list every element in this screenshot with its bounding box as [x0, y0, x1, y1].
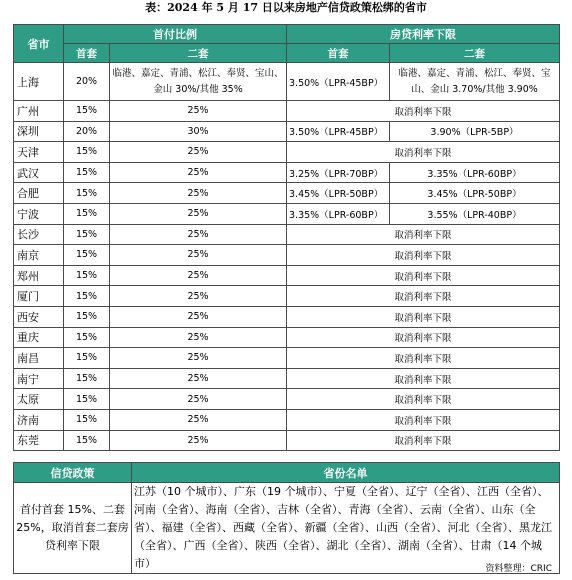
down-payment-second: 25% [110, 142, 287, 163]
rate-first: 3.25%（LPR-70BP） [287, 162, 390, 183]
down-payment-first: 15% [64, 183, 110, 204]
rate-second: 3.45%（LPR-50BP） [390, 183, 560, 204]
down-payment-first: 15% [64, 389, 110, 410]
source-note: 资料整理：CRIC [485, 564, 552, 574]
city-name: 重庆 [14, 327, 64, 348]
table-row [14, 389, 560, 410]
down-payment-first: 15% [64, 245, 110, 266]
down-payment-first: 15% [64, 203, 110, 224]
down-payment-first: 15% [64, 348, 110, 369]
down-payment-first: 15% [64, 409, 110, 430]
down-payment-second: 25% [110, 162, 287, 183]
header-rate-first: 首套 [287, 44, 390, 63]
down-payment-first: 20% [64, 121, 110, 142]
down-payment-first: 15% [64, 286, 110, 307]
city-name: 南宁 [14, 368, 64, 389]
down-payment-second: 25% [110, 327, 287, 348]
city-name: 太原 [14, 389, 64, 410]
down-payment-second: 25% [110, 265, 287, 286]
down-payment-second: 25% [110, 224, 287, 245]
city-name: 南昌 [14, 348, 64, 369]
rate-floor: 取消利率下限 [287, 286, 560, 307]
city-name: 天津 [14, 142, 64, 163]
city-name: 东莞 [14, 430, 64, 451]
down-payment-second: 25% [110, 389, 287, 410]
policy-text: 首付首套 15%、二套 25%，取消首套二套房贷利率下限 [14, 483, 132, 574]
header-rate-second: 二套 [390, 44, 560, 63]
header-down-payment: 首付比例 [64, 25, 287, 44]
rate-floor: 取消利率下限 [287, 430, 560, 451]
table-row [14, 265, 560, 286]
city-name: 南京 [14, 245, 64, 266]
rate-floor: 取消利率下限 [287, 409, 560, 430]
header-rate-floor: 房贷利率下限 [287, 25, 560, 44]
down-payment-second: 25% [110, 286, 287, 307]
header-provinces: 省份名单 [132, 463, 560, 483]
rate-floor: 取消利率下限 [287, 389, 560, 410]
down-payment-second: 25% [110, 101, 287, 122]
table-row [14, 245, 560, 266]
province-policy-table [13, 462, 560, 574]
rate-second: 3.90%（LPR-5BP） [390, 121, 560, 142]
rate-floor: 取消利率下限 [287, 245, 560, 266]
table-row [14, 63, 560, 101]
city-name: 上海 [14, 63, 64, 101]
city-name: 武汉 [14, 162, 64, 183]
down-payment-second: 临港、嘉定、青浦、松江、奉贤、宝山、金山 30%/其他 35% [110, 63, 287, 101]
down-payment-second: 25% [110, 203, 287, 224]
rate-second: 临港、嘉定、青浦、松江、奉贤、宝山、金山 3.70%/其他 3.90% [390, 63, 560, 101]
down-payment-first: 15% [64, 142, 110, 163]
table-row [14, 142, 560, 163]
down-payment-first: 15% [64, 368, 110, 389]
table-body [14, 63, 560, 451]
down-payment-second: 25% [110, 368, 287, 389]
city-policy-table [13, 24, 560, 451]
rate-floor: 取消利率下限 [287, 348, 560, 369]
table-row [14, 348, 560, 369]
table-row [14, 183, 560, 204]
down-payment-first: 15% [64, 224, 110, 245]
table-row [14, 121, 560, 142]
city-name: 郑州 [14, 265, 64, 286]
city-name: 广州 [14, 101, 64, 122]
table-row [14, 368, 560, 389]
down-payment-second: 30% [110, 121, 287, 142]
down-payment-first: 15% [64, 327, 110, 348]
table-row [14, 224, 560, 245]
rate-floor: 取消利率下限 [287, 101, 560, 122]
table-row [14, 430, 560, 451]
table-row [14, 203, 560, 224]
city-name: 西安 [14, 306, 64, 327]
down-payment-first: 15% [64, 430, 110, 451]
down-payment-first: 15% [64, 306, 110, 327]
down-payment-first: 15% [64, 162, 110, 183]
header-policy: 信贷政策 [14, 463, 132, 483]
city-name: 宁波 [14, 203, 64, 224]
table-title: 表：2024 年 5 月 17 日以来房地产信贷政策松绑的省市 [145, 1, 427, 14]
province-list: 江苏（10 个城市）、广东（19 个城市）、宁夏（全省）、辽宁（全省）、江西（全省）、河南（全省）、海南（全省）、吉林（全省）、青海（全省）、云南（全省）、山东（全省）、福建（全省）、西藏（全省）、新疆（全省）、山西（全省）、河北（全省）、黑龙江（全省）、广西（全省）、陕西（全省）、湖北（全省）、湖南（全省）、甘肃（14 个城市） [132, 483, 560, 574]
down-payment-first: 15% [64, 101, 110, 122]
down-payment-second: 25% [110, 348, 287, 369]
header-city: 省市 [14, 25, 64, 63]
rate-floor: 取消利率下限 [287, 265, 560, 286]
down-payment-second: 25% [110, 409, 287, 430]
down-payment-second: 25% [110, 183, 287, 204]
rate-floor: 取消利率下限 [287, 368, 560, 389]
rate-first: 3.50%（LPR-45BP） [287, 121, 390, 142]
table-row [14, 162, 560, 183]
city-name: 合肥 [14, 183, 64, 204]
down-payment-second: 25% [110, 430, 287, 451]
rate-first: 3.45%（LPR-50BP） [287, 183, 390, 204]
rate-floor: 取消利率下限 [287, 327, 560, 348]
city-name: 深圳 [14, 121, 64, 142]
rate-second: 3.35%（LPR-60BP） [390, 162, 560, 183]
city-name: 济南 [14, 409, 64, 430]
table-row [14, 101, 560, 122]
table-row [14, 286, 560, 307]
city-name: 厦门 [14, 286, 64, 307]
down-payment-first: 20% [64, 63, 110, 101]
header-dp-second: 二套 [110, 44, 287, 63]
rate-first: 3.50%（LPR-45BP） [287, 63, 390, 101]
rate-second: 3.55%（LPR-40BP） [390, 203, 560, 224]
rate-floor: 取消利率下限 [287, 142, 560, 163]
table-row [14, 327, 560, 348]
down-payment-second: 25% [110, 306, 287, 327]
table-row [14, 306, 560, 327]
rate-first: 3.35%（LPR-60BP） [287, 203, 390, 224]
header-dp-first: 首套 [64, 44, 110, 63]
city-name: 长沙 [14, 224, 64, 245]
rate-floor: 取消利率下限 [287, 306, 560, 327]
down-payment-first: 15% [64, 265, 110, 286]
table-row [14, 409, 560, 430]
down-payment-second: 25% [110, 245, 287, 266]
rate-floor: 取消利率下限 [287, 224, 560, 245]
